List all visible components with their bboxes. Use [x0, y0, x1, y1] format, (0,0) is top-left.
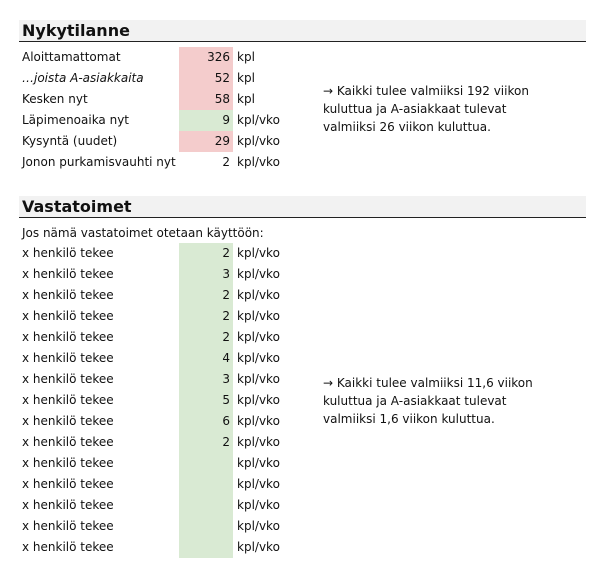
row-value-cell[interactable]: 52	[179, 68, 233, 89]
action-row	[19, 390, 319, 411]
row-unit: kpl/vko	[237, 393, 280, 407]
row-value-input-cell[interactable]	[179, 453, 233, 474]
row-unit: kpl/vko	[237, 435, 280, 449]
current-row	[19, 89, 319, 110]
current-section-header	[19, 20, 586, 42]
row-value-input-cell[interactable]: 3	[179, 369, 233, 390]
row-unit: kpl/vko	[237, 477, 280, 491]
row-unit: kpl/vko	[237, 155, 280, 169]
current-row	[19, 68, 319, 89]
action-row	[19, 264, 319, 285]
row-label: x henkilö tekee	[22, 330, 114, 344]
row-value-input-cell[interactable]	[179, 537, 233, 558]
current-row	[19, 110, 319, 131]
row-label: x henkilö tekee	[22, 498, 114, 512]
row-label: x henkilö tekee	[22, 540, 114, 554]
current-section-title: Nykytilanne	[22, 21, 130, 40]
row-label: …joista A-asiakkaita	[22, 71, 144, 85]
row-label: Kesken nyt	[22, 92, 88, 106]
row-value-cell[interactable]: 326	[179, 47, 233, 68]
row-value-input-cell[interactable]: 2	[179, 432, 233, 453]
row-unit: kpl/vko	[237, 288, 280, 302]
row-unit: kpl/vko	[237, 246, 280, 260]
row-unit: kpl/vko	[237, 498, 280, 512]
actions-section-header	[19, 196, 586, 218]
row-value-input-cell[interactable]: 2	[179, 327, 233, 348]
row-unit: kpl/vko	[237, 540, 280, 554]
row-label: x henkilö tekee	[22, 351, 114, 365]
action-row	[19, 411, 319, 432]
action-row	[19, 348, 319, 369]
action-row	[19, 243, 319, 264]
row-value-input-cell[interactable]: 5	[179, 390, 233, 411]
action-row	[19, 327, 319, 348]
row-label: x henkilö tekee	[22, 435, 114, 449]
row-label: Läpimenoaika nyt	[22, 113, 130, 127]
row-unit: kpl/vko	[237, 414, 280, 428]
row-value-input-cell[interactable]	[179, 495, 233, 516]
row-label: x henkilö tekee	[22, 414, 114, 428]
actions-note: → Kaikki tulee valmiiksi 11,6 viikon kuluttua ja A-asiakkaat tulevat valmiiksi 1,6 viikon kuluttua.	[323, 376, 533, 426]
current-row	[19, 131, 319, 152]
actions-intro: Jos nämä vastatoimet otetaan käyttöön:	[22, 226, 264, 240]
current-row	[19, 152, 319, 173]
row-value-input-cell[interactable]	[179, 474, 233, 495]
row-unit: kpl	[237, 50, 255, 64]
row-unit: kpl/vko	[237, 330, 280, 344]
row-value-input-cell[interactable]	[179, 516, 233, 537]
current-row	[19, 47, 319, 68]
row-label: x henkilö tekee	[22, 267, 114, 281]
row-unit: kpl/vko	[237, 309, 280, 323]
row-value-cell[interactable]: 9	[179, 110, 233, 131]
action-row	[19, 516, 319, 537]
row-value-cell[interactable]: 29	[179, 131, 233, 152]
row-label: x henkilö tekee	[22, 456, 114, 470]
row-unit: kpl	[237, 71, 255, 85]
row-label: x henkilö tekee	[22, 393, 114, 407]
row-value-input-cell[interactable]: 3	[179, 264, 233, 285]
action-row	[19, 537, 319, 558]
row-label: x henkilö tekee	[22, 309, 114, 323]
row-value-input-cell[interactable]: 2	[179, 243, 233, 264]
current-note: → Kaikki tulee valmiiksi 192 viikon kuluttua ja A-asiakkaat tulevat valmiiksi 26 viikon kuluttua.	[323, 84, 529, 134]
row-unit: kpl/vko	[237, 519, 280, 533]
row-value-input-cell[interactable]: 2	[179, 285, 233, 306]
action-row	[19, 432, 319, 453]
row-unit: kpl/vko	[237, 113, 280, 127]
action-row	[19, 495, 319, 516]
row-value-cell[interactable]: 58	[179, 89, 233, 110]
action-row	[19, 453, 319, 474]
action-row	[19, 285, 319, 306]
row-value-input-cell[interactable]: 2	[179, 306, 233, 327]
action-row	[19, 306, 319, 327]
row-unit: kpl/vko	[237, 351, 280, 365]
row-value-input-cell[interactable]: 6	[179, 411, 233, 432]
row-label: Kysyntä (uudet)	[22, 134, 118, 148]
row-unit: kpl/vko	[237, 456, 280, 470]
row-label: x henkilö tekee	[22, 372, 114, 386]
action-row	[19, 474, 319, 495]
row-label: x henkilö tekee	[22, 246, 114, 260]
row-value-cell[interactable]: 2	[222, 155, 230, 169]
row-label: Aloittamattomat	[22, 50, 121, 64]
row-unit: kpl/vko	[237, 372, 280, 386]
action-row	[19, 369, 319, 390]
row-label: x henkilö tekee	[22, 519, 114, 533]
row-label: x henkilö tekee	[22, 477, 114, 491]
actions-section-title: Vastatoimet	[22, 197, 132, 216]
row-label: x henkilö tekee	[22, 288, 114, 302]
row-unit: kpl/vko	[237, 267, 280, 281]
row-unit: kpl/vko	[237, 134, 280, 148]
row-unit: kpl	[237, 92, 255, 106]
row-value-input-cell[interactable]: 4	[179, 348, 233, 369]
row-label: Jonon purkamisvauhti nyt	[22, 155, 176, 169]
